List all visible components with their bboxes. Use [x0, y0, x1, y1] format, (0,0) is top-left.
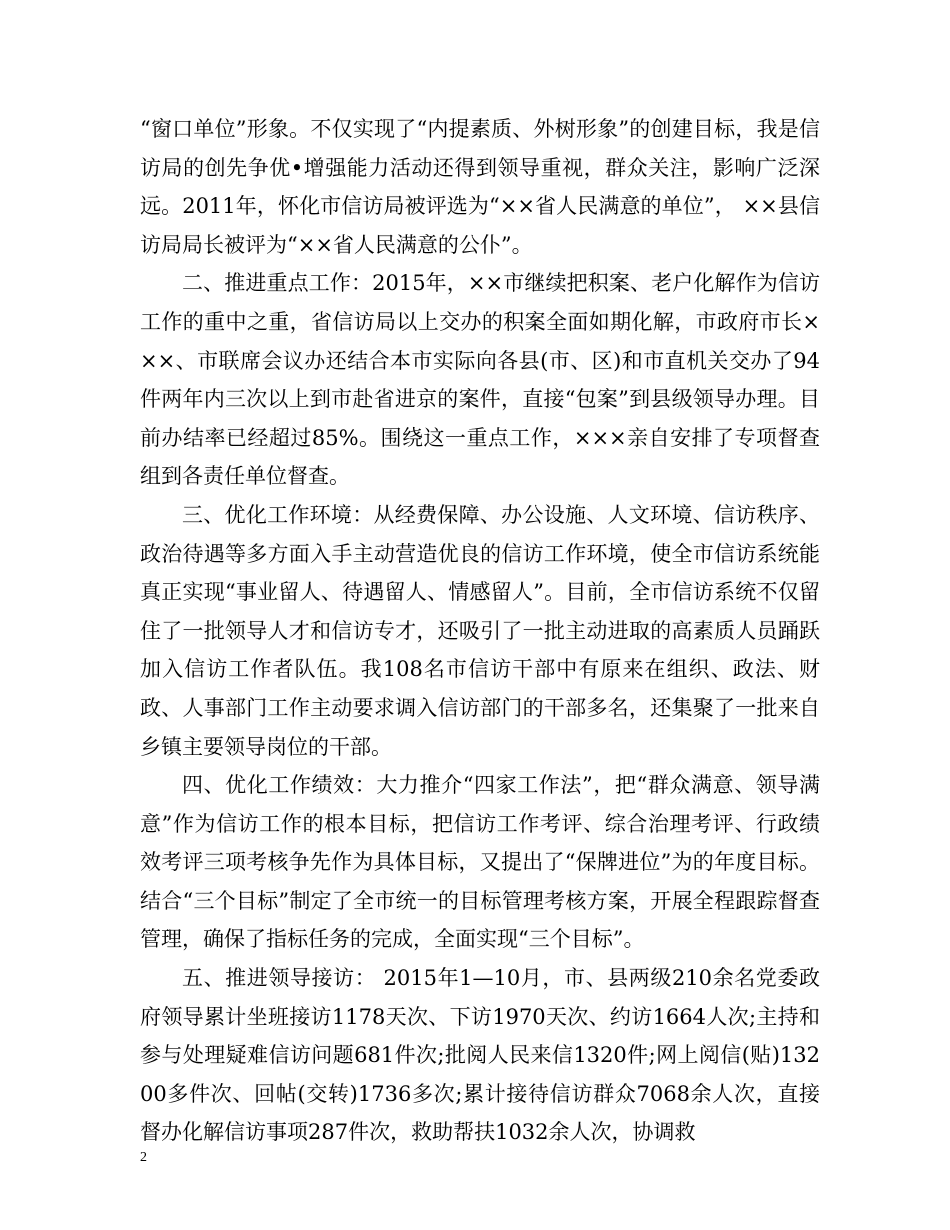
document-body [140, 110, 820, 1152]
paragraph-continuation: “窗口单位”形象。不仅实现了“内提素质、外树形象”的创建目标，我是信访局的创先争优•增强能力活动还得到领导重视，群众关注，影响广泛深远。2011年，怀化市信访局被评选为“××省人民满意的单位”， ××县信访局局长被评为“××省人民满意的公仆”。 [140, 117, 820, 257]
paragraph-key-work: 二、推进重点工作：2015年，××市继续把积案、老户化解作为信访工作的重中之重，省信访局以上交办的积案全面如期化解，市政府市长×××、市联席会议办还结合本市实际向各县(市、区)和市直机关交办了94件两年内三次以上到市赴省进京的案件，直接“包案”到县级领导办理。目前办结率已经超过85%。围绕这一重点工作，×××亲自安排了专项督查组到各责任单位督查。 [140, 271, 820, 489]
page-number: 2 [140, 1150, 147, 1165]
paragraph-leader-reception: 五、推进领导接访： 2015年1—10月，市、县两级210余名党委政府领导累计坐班接访1178天次、下访1970天次、约访1664人次;主持和参与处理疑难信访问题681件次;批阅人民来信1320件;网上阅信(贴)13200多件次、回帖(交转)1736多次;累计接待信访群众7068余人次，直接督办化解信访事项287件次，救助帮扶1032余人次，协调救 [140, 966, 820, 1145]
paragraph-work-environment: 三、优化工作环境：从经费保障、办公设施、人文环境、信访秩序、政治待遇等多方面入手主动营造优良的信访工作环境，使全市信访系统能真正实现“事业留人、待遇留人、情感留人”。目前，全市信访系统不仅留住了一批领导人才和信访专才，还吸引了一批主动进取的高素质人员踊跃加入信访工作者队伍。我108名市信访干部中有原来在组织、政法、财政、人事部门工作主动要求调入信访部门的干部多名，还集聚了一批来自乡镇主要领导岗位的干部。 [140, 502, 820, 759]
paragraph-work-performance: 四、优化工作绩效：大力推介“四家工作法”，把“群众满意、领导满意”作为信访工作的根本目标，把信访工作考评、综合治理考评、行政绩效考评三项考核争先作为具体目标，又提出了“保牌进位”为的年度目标。结合“三个目标”制定了全市统一的目标管理考核方案，开展全程跟踪督查管理，确保了指标任务的完成，全面实现“三个目标”。 [140, 773, 820, 952]
